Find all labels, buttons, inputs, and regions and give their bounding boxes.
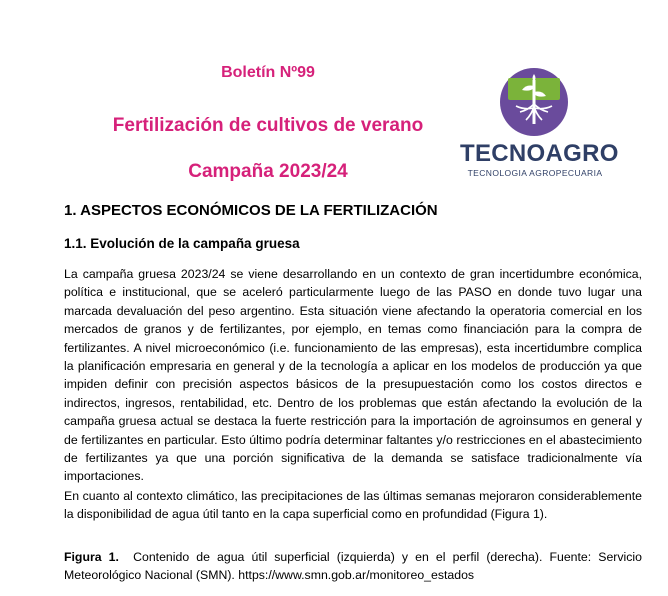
tecnoagro-logo [460, 66, 620, 186]
bulletin-number: Boletín Nº99 [221, 64, 315, 81]
plant-roots-icon [498, 66, 570, 138]
section-heading: 1. ASPECTOS ECONÓMICOS DE LA FERTILIZACIÓN [64, 202, 438, 219]
logo-name: TECNOAGRO [460, 140, 619, 167]
logo-tagline: TECNOLOGIA AGROPECUARIA [467, 168, 603, 178]
figure-label: Figura 1. [64, 550, 119, 564]
body-paragraph: La campaña gruesa 2023/24 se viene desarrollando en un contexto de gran incertidumbre económica, política e institucional, que se aceleró particularmente luego de las PASO en donde tuvo lugar una marcada devaluación del peso argentino. Esta situación viene afectando la operatoria comercial en los mercados de granos y de fertilizantes, por ejemplo, en temas como financiación para la compra de fertilizantes. A nivel microeconómico (i.e. funcionamiento de las empresas), esta incertidumbre complica la planificación empresaria en general y de la tecnología a aplicar en los modelos de producción ya que impiden definir con precisión aspectos básicos de la presupuestación como los costos directos e indirectos, ingresos, rentabilidad, etc. Dentro de los problemas que están afectando la evolución de la campaña gruesa actual se destaca la fuerte restricción para la importación de agroinsumos en general y de fertilizantes en particular. Esto último podría determinar faltantes y/o restricciones en el abastecimiento de fertilizantes ya que una porción significativa de la demanda se satisface tradicionalmente vía importaciones. [64, 267, 642, 484]
campaign-title: Campaña 2023/24 [188, 161, 348, 182]
body-paragraph: En cuanto al contexto climático, las precipitaciones de las últimas semanas mejoraron considerablemente la disponibilidad de agua útil tanto en la capa superficial como en profundidad (Figura 1). [64, 489, 642, 522]
page-title: Fertilización de cultivos de verano [112, 115, 424, 136]
figure-caption-text: Contenido de agua útil superficial (izquierda) y en el perfil (derecha). Fuente: Servicio Meteorológico Nacional (SMN). https://www.smn.gob.ar/monitoreo_estados [64, 550, 642, 583]
subsection-heading: 1.1. Evolución de la campaña gruesa [64, 236, 300, 251]
figure-caption [64, 548, 642, 585]
